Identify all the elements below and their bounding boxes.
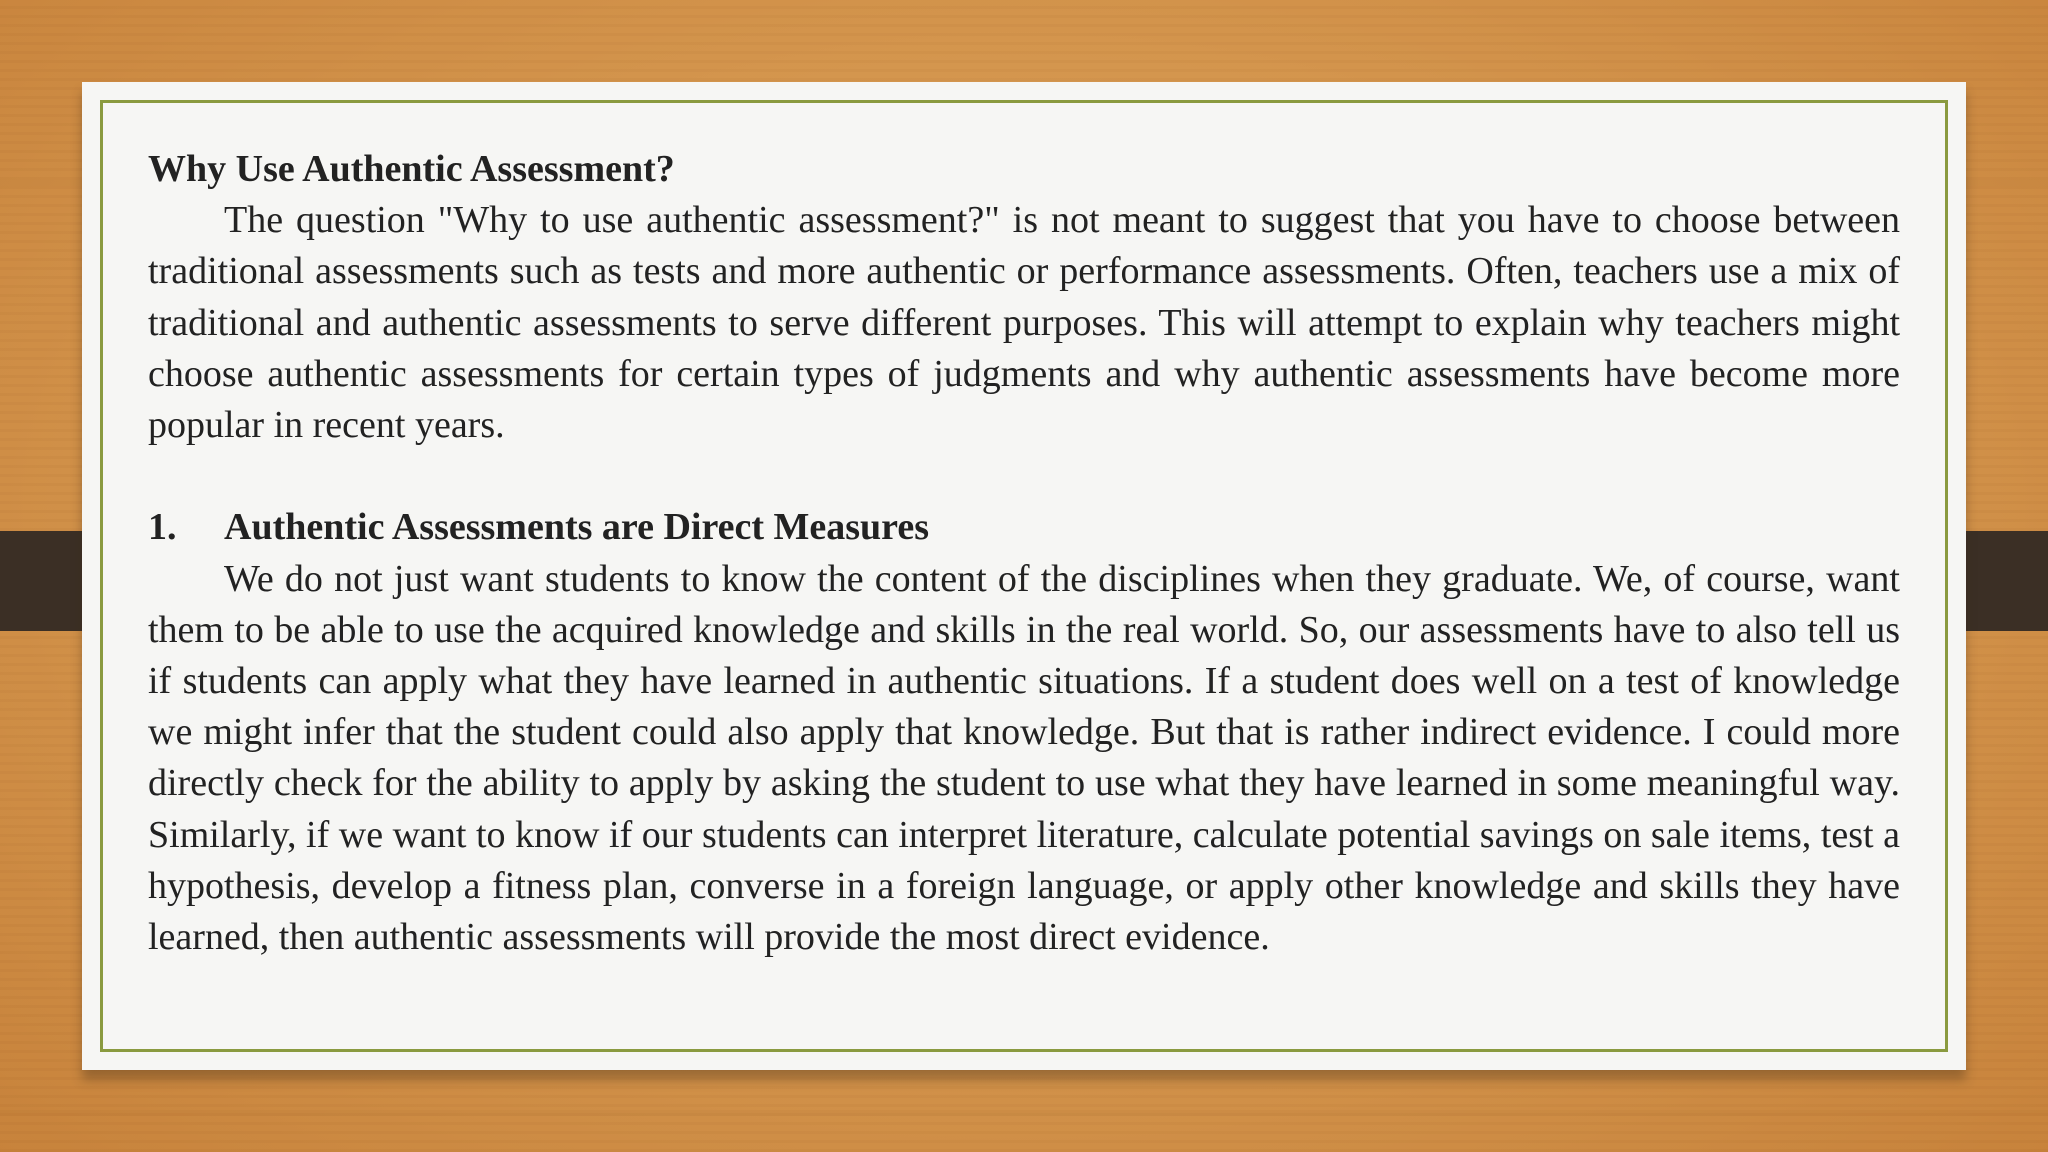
paragraph-spacer [148,451,1900,502]
slide-card [82,82,1966,1070]
slide-heading: Why Use Authentic Assessment? [148,148,675,190]
wood-grain [0,1110,2048,1116]
intro-paragraph: The question "Why to use authentic assessment?" is not meant to suggest that you have to choose between traditional assessments such as tests and more authentic or performance assessments. Often, teachers use a mix of traditional and authentic assessments to serve different purposes. This will attempt to explain why teachers might choose authentic assessments for certain types of judgments and why authentic assessments have become more popular in recent years. [148,199,1900,447]
section-heading [148,502,1900,553]
slide-content [148,144,1900,963]
section-number: 1. [148,506,177,549]
section-title: Authentic Assessments are Direct Measures [224,506,930,549]
section-body-paragraph: We do not just want students to know the content of the disciplines when they graduate. We, of course, want them to be able to use the acquired knowledge and skills in the real world. So, our assessments have to also tell us if students can apply what they have learned in authentic situations. If a student does well on a test of knowledge we might infer that the student could also apply that knowledge. But that is rather indirect evidence. I could more directly check for the ability to apply by asking the student to use what they have learned in some meaningful way. Similarly, if we want to know if our students can interpret literature, calculate potential savings on sale items, test a hypothesis, develop a fitness plan, converse in a foreign language, or apply other knowledge and skills they have learned, then authentic assessments will provide the most direct evidence. [148,557,1900,959]
